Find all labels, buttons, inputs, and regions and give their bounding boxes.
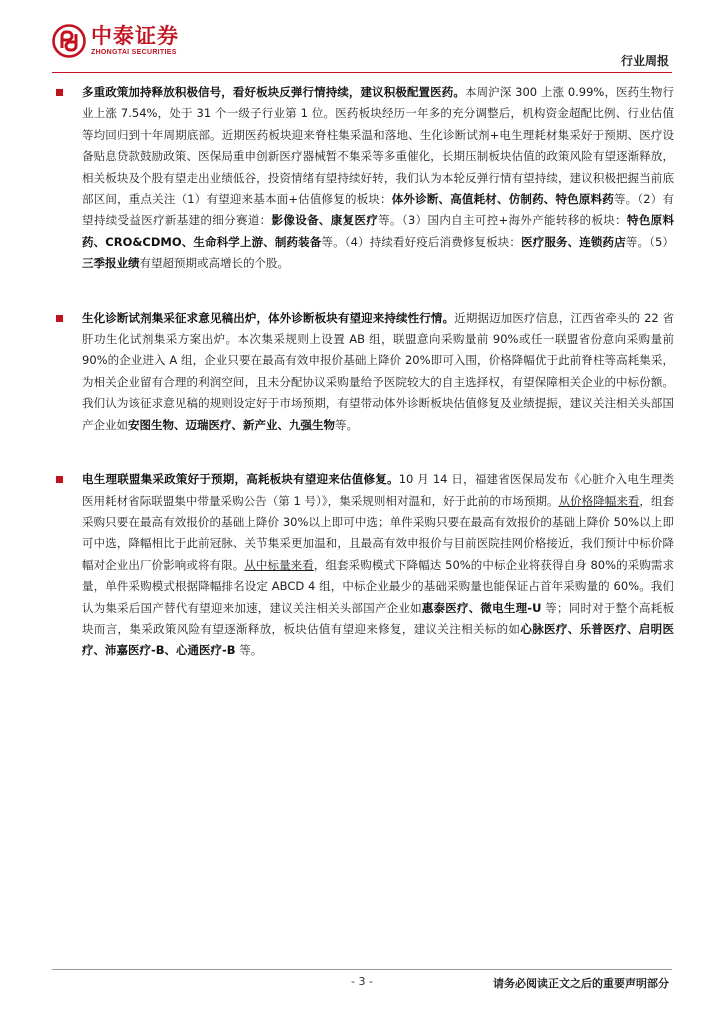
paragraph-ivd-procurement bbox=[56, 308, 674, 436]
bold-text-segment: 电生理联盟集采政策好于预期，高耗板块有望迎来估值修复。 bbox=[82, 472, 399, 487]
header-divider bbox=[52, 72, 672, 73]
paragraph-text bbox=[82, 469, 674, 662]
zhongtai-logo-icon bbox=[52, 24, 86, 58]
text-segment: 有望超预期或高增长的个股。 bbox=[139, 256, 289, 271]
paragraph-ep-procurement bbox=[56, 469, 674, 662]
bold-text-segment: 生化诊断试剂集采征求意见稿出炉，体外诊断板块有望迎来持续性行情。 bbox=[82, 310, 455, 325]
bold-text-segment: 医疗服务、连锁药店 bbox=[521, 234, 626, 249]
bold-text-segment: 三季报业绩 bbox=[82, 256, 140, 271]
square-bullet-icon bbox=[56, 476, 63, 483]
text-segment: 本周沪深 300 上涨 0.99%，医药生物行业上涨 7.54%，处于 31 个一级子行业第 1 位。医药板块经历一年多的充分调整后，机构资金超配比例、行业估值等均回归到十年周期底部。近期医药板块迎来脊柱集采温和落地、生化诊断试剂+电生理耗材集采好于预期、医疗设备贴息贷款鼓励政策、医保局重申创新医疗器械暂不集采等多重催化，长期压制板块估值的政策风险有望逐渐释放，相关板块及个股有望走出业绩低谷，投资情绪有望持续好转，我们认为本轮反弹行情有望持续，建议积极把握当前底部区间，重点关注（1）有望迎来基本面+估值修复的板块： bbox=[82, 85, 674, 207]
logo-english-name: ZHONGTAI SECURITIES bbox=[91, 48, 177, 56]
text-segment: 等。 bbox=[235, 643, 263, 658]
bold-text-segment: 体外诊断、高值耗材、仿制药、特色原料药 bbox=[391, 192, 614, 207]
bold-text-segment: 安图生物、迈瑞医疗、新产业、九强生物 bbox=[128, 417, 335, 432]
report-body bbox=[56, 82, 674, 662]
bold-text-segment: 特色原料药、CRO&CDMO、生命科学上游、制药装备 bbox=[82, 213, 675, 249]
text-segment: ，组套采购只要在最高有效报价的基础上降价 30%以上即可中选；单件采购只要在最高有效报价的基础上降价 50%以上即可中选，降幅相比于此前冠脉、关节集采更加温和，且最高有效申报价与目前医院挂网价格接近，我们预计中标价降幅对企业出厂价影响或将有限。 bbox=[82, 493, 675, 572]
bold-text-segment: 心脉医疗、乐普医疗、启明医疗、沛嘉医疗-B、心通医疗-B bbox=[82, 621, 675, 658]
disclaimer-text: 请务必阅读正文之后的重要声明部分 bbox=[493, 977, 669, 990]
page-header bbox=[0, 0, 724, 80]
text-segment: 等。（2）有望持续受益医疗新基建的细分赛道： bbox=[82, 192, 674, 228]
report-type-label: 行业周报 bbox=[620, 54, 669, 68]
text-segment: 等。（3）国内自主可控+海外产能转移的板块： bbox=[378, 213, 627, 228]
square-bullet-icon bbox=[56, 89, 63, 96]
underlined-text-segment: 从中标量来看 bbox=[244, 557, 314, 572]
paragraph-text bbox=[82, 308, 674, 436]
text-segment: 等。（5） bbox=[625, 234, 674, 249]
company-logo bbox=[52, 24, 179, 58]
bold-text-segment: 影像设备、康复医疗 bbox=[271, 213, 379, 228]
logo-chinese-name: 中泰证券 bbox=[91, 23, 179, 48]
footer-divider bbox=[52, 969, 672, 970]
text-segment: 等。 bbox=[335, 417, 358, 432]
square-bullet-icon bbox=[56, 315, 63, 322]
text-segment: 近期据迈加医疗信息，江西省牵头的 22 省肝功生化试剂集采方案出炉。本次集采规则上设置 AB 组，联盟意向采购量前 90%或任一联盟省份意向采购量前 90%的企业进入 A 组，企业只要在最高有效申报价基础上降价 20%即可入围，价格降幅优于此前脊柱等高耗集采，为相关企业留有合理的利润空间，且未分配协议采购量给予医院较大的自主选择权，有望保障相关企业的中标份额。我们认为该征求意见稿的规则设定好于市场预期，有望带动体外诊断板块估值修复及业绩提振，建议关注相关头部国产企业如 bbox=[82, 310, 674, 432]
paragraph-policy-outlook bbox=[56, 82, 674, 275]
text-segment: 10 月 14 日，福建省医保局发布《心脏介入电生理类医用耗材省际联盟集中带量采购公告（第 1 号）》，集采规则相对温和，好于此前的市场预期。 bbox=[82, 472, 675, 508]
text-segment: 等。（4）持续看好疫后消费修复板块： bbox=[321, 234, 522, 249]
bold-text-segment: 多重政策加持释放积极信号，看好板块反弹行情持续，建议积极配置医药。 bbox=[82, 85, 465, 99]
bold-text-segment: 惠泰医疗、微电生理-U bbox=[421, 600, 542, 615]
text-segment: ，组套采购模式下降幅达 50%的中标企业将获得自身 80%的采购需求量，单件采购模式根据降幅排名设定 ABCD 4 组，中标企业最少的基础采购量也能保证占首年采购量的 60%。我们认为集采后国产替代有望迎来加速，建议关注相关头部国产企业如 bbox=[82, 557, 675, 615]
text-segment: 等；同时对于整个高耗板块而言，集采政策风险有望逐渐释放，板块估值有望迎来修复，建议关注相关标的如 bbox=[82, 600, 674, 636]
page-number: - 3 - bbox=[351, 975, 373, 988]
underlined-text-segment: 从价格降幅来看 bbox=[558, 493, 640, 508]
paragraph-text bbox=[82, 82, 674, 275]
